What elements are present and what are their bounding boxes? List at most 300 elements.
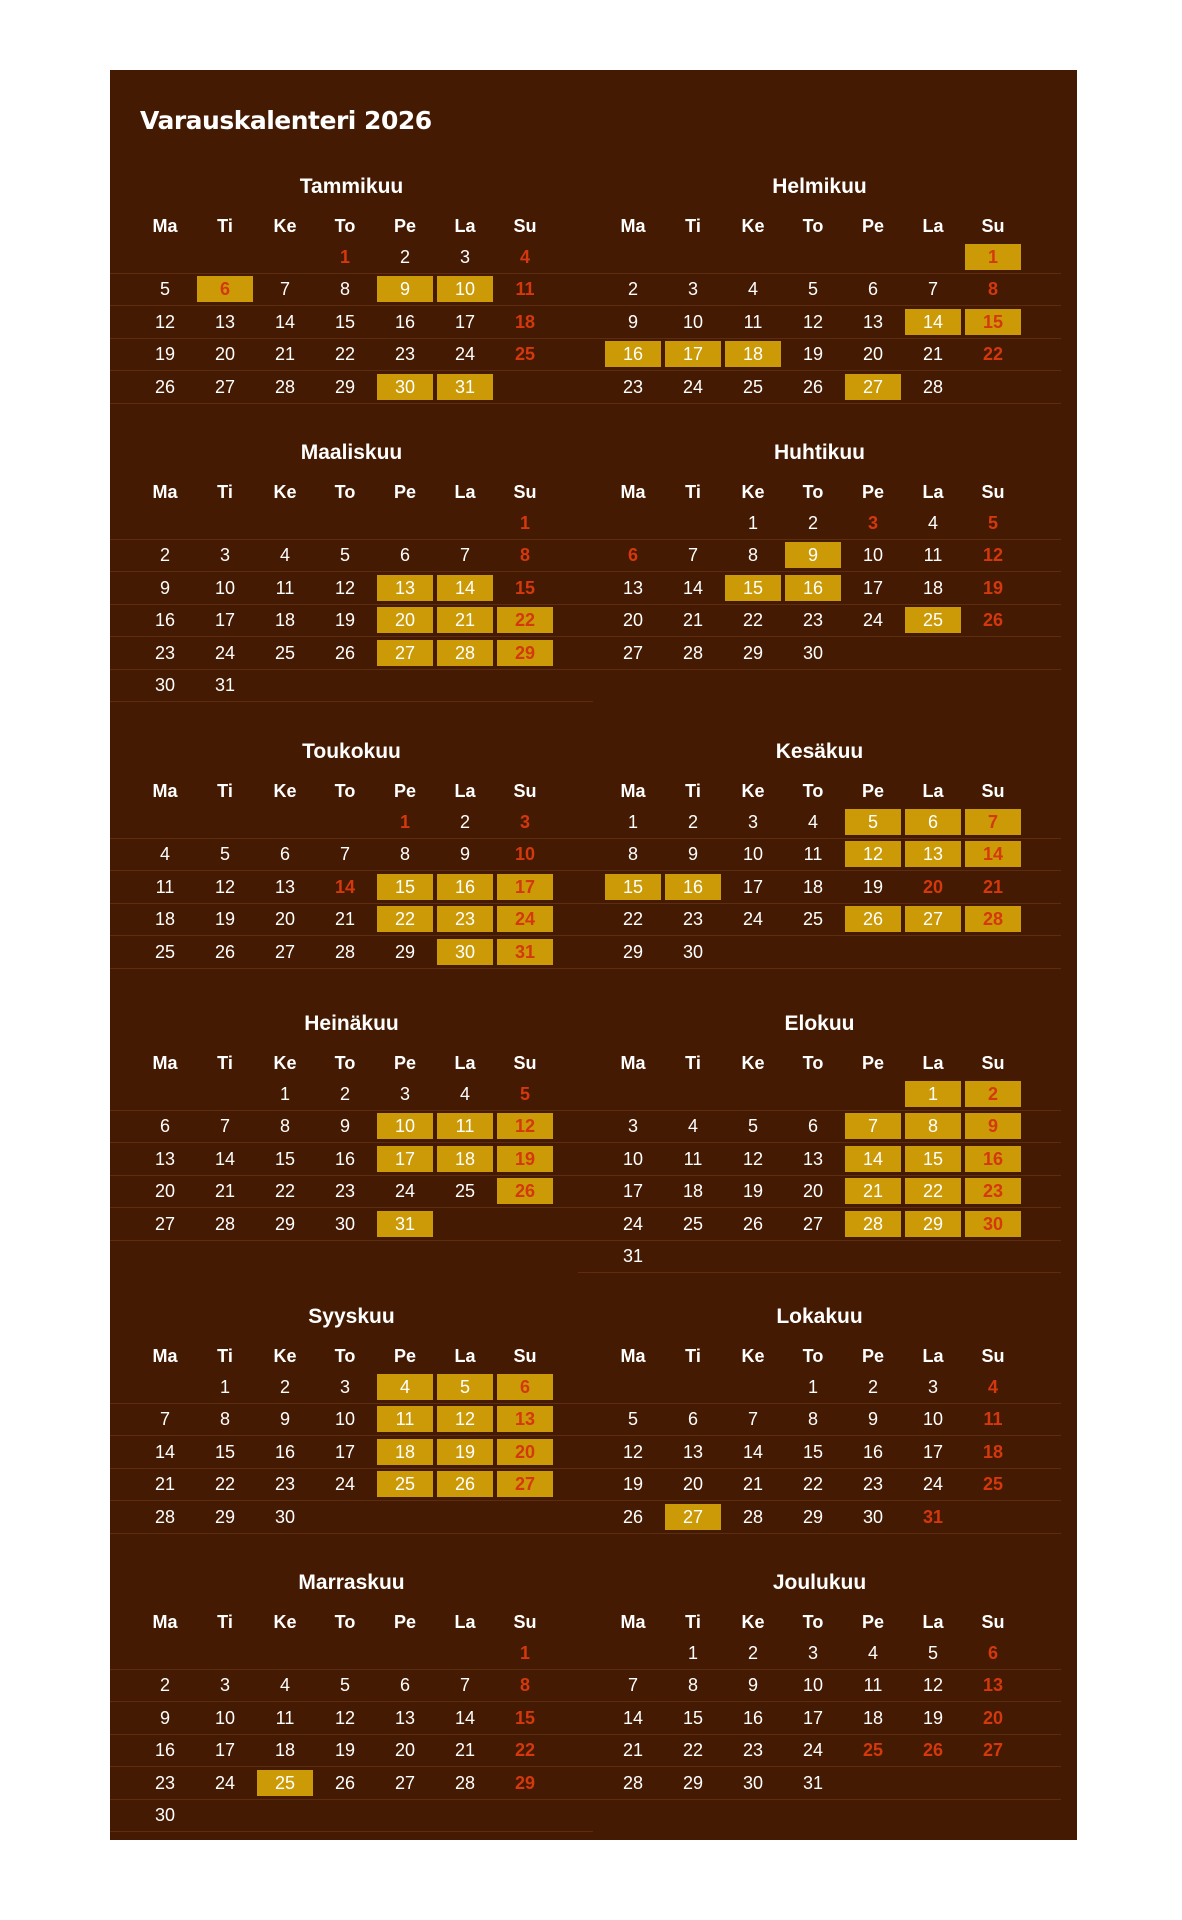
day-cell[interactable]: 19 — [742, 1181, 764, 1202]
day-cell[interactable]: 21 — [454, 1740, 476, 1761]
day-cell[interactable]: 22 — [514, 1740, 536, 1761]
day-cell[interactable]: 25 — [154, 941, 176, 962]
day-cell[interactable]: 1 — [687, 1643, 698, 1663]
day-cell[interactable]: 1 — [519, 513, 530, 533]
day-cell[interactable]: 10 — [514, 844, 536, 865]
day-cell[interactable]: 12 — [154, 311, 176, 332]
day-cell[interactable]: 27 — [214, 376, 236, 397]
day-cell[interactable]: 16 — [742, 1707, 764, 1728]
day-cell[interactable]: 7 — [459, 545, 470, 566]
booked-day-cell[interactable]: 31 — [497, 939, 553, 965]
booked-day-cell[interactable]: 27 — [377, 640, 433, 666]
day-cell[interactable]: 21 — [742, 1474, 764, 1495]
day-cell[interactable]: 25 — [274, 642, 296, 663]
booked-day-cell[interactable]: 14 — [845, 1146, 901, 1172]
day-cell[interactable]: 19 — [334, 1740, 356, 1761]
booked-day-cell[interactable]: 1 — [965, 244, 1021, 270]
day-cell[interactable]: 31 — [922, 1506, 944, 1527]
day-cell[interactable]: 30 — [742, 1772, 764, 1793]
day-cell[interactable]: 26 — [742, 1213, 764, 1234]
day-cell[interactable]: 20 — [214, 344, 236, 365]
day-cell[interactable]: 10 — [214, 1707, 236, 1728]
day-cell[interactable]: 2 — [747, 1643, 758, 1663]
day-cell[interactable]: 28 — [214, 1213, 236, 1234]
day-cell[interactable]: 31 — [622, 1246, 644, 1266]
booked-day-cell[interactable]: 26 — [437, 1471, 493, 1497]
day-cell[interactable]: 15 — [514, 577, 536, 598]
day-cell[interactable]: 31 — [802, 1772, 824, 1793]
day-cell[interactable]: 9 — [747, 1675, 758, 1696]
day-cell[interactable]: 24 — [394, 1181, 416, 1202]
booked-day-cell[interactable]: 31 — [377, 1211, 433, 1237]
booked-day-cell[interactable]: 18 — [437, 1146, 493, 1172]
day-cell[interactable]: 24 — [622, 1213, 644, 1234]
day-cell[interactable]: 30 — [154, 675, 176, 695]
day-cell[interactable]: 7 — [747, 1409, 758, 1430]
day-cell[interactable]: 4 — [807, 812, 818, 832]
day-cell[interactable]: 2 — [687, 812, 698, 832]
day-cell[interactable]: 12 — [802, 311, 824, 332]
booked-day-cell[interactable]: 12 — [845, 841, 901, 867]
day-cell[interactable]: 22 — [622, 909, 644, 930]
day-cell[interactable]: 28 — [454, 1772, 476, 1793]
day-cell[interactable]: 12 — [334, 577, 356, 598]
day-cell[interactable]: 8 — [279, 1116, 290, 1137]
day-cell[interactable]: 5 — [519, 1084, 530, 1104]
day-cell[interactable]: 7 — [339, 844, 350, 865]
day-cell[interactable]: 22 — [742, 610, 764, 631]
day-cell[interactable]: 24 — [214, 1772, 236, 1793]
booked-day-cell[interactable]: 5 — [437, 1374, 493, 1400]
day-cell[interactable]: 10 — [862, 545, 884, 566]
day-cell[interactable]: 2 — [627, 279, 638, 300]
day-cell[interactable]: 23 — [274, 1474, 296, 1495]
day-cell[interactable]: 9 — [459, 844, 470, 865]
day-cell[interactable]: 18 — [982, 1441, 1004, 1462]
day-cell[interactable]: 8 — [627, 844, 638, 865]
day-cell[interactable]: 23 — [802, 610, 824, 631]
day-cell[interactable]: 7 — [927, 279, 938, 300]
day-cell[interactable]: 26 — [622, 1506, 644, 1527]
day-cell[interactable]: 11 — [803, 844, 823, 865]
day-cell[interactable]: 9 — [339, 1116, 350, 1137]
day-cell[interactable]: 26 — [154, 376, 176, 397]
booked-day-cell[interactable]: 22 — [905, 1178, 961, 1204]
day-cell[interactable]: 15 — [274, 1148, 296, 1169]
day-cell[interactable]: 8 — [807, 1409, 818, 1430]
day-cell[interactable]: 23 — [862, 1474, 884, 1495]
day-cell[interactable]: 29 — [274, 1213, 296, 1234]
booked-day-cell[interactable]: 4 — [377, 1374, 433, 1400]
day-cell[interactable]: 1 — [279, 1084, 290, 1104]
day-cell[interactable]: 27 — [622, 642, 644, 663]
day-cell[interactable]: 3 — [867, 513, 878, 533]
day-cell[interactable]: 28 — [622, 1772, 644, 1793]
booked-day-cell[interactable]: 6 — [905, 809, 961, 835]
day-cell[interactable]: 8 — [519, 1675, 530, 1696]
day-cell[interactable]: 10 — [334, 1409, 356, 1430]
day-cell[interactable]: 20 — [922, 876, 944, 897]
booked-day-cell[interactable]: 27 — [665, 1504, 721, 1530]
day-cell[interactable]: 5 — [339, 1675, 350, 1696]
day-cell[interactable]: 1 — [339, 247, 350, 267]
day-cell[interactable]: 25 — [454, 1181, 476, 1202]
day-cell[interactable]: 13 — [802, 1148, 824, 1169]
day-cell[interactable]: 13 — [982, 1675, 1004, 1696]
day-cell[interactable]: 10 — [802, 1675, 824, 1696]
booked-day-cell[interactable]: 21 — [845, 1178, 901, 1204]
day-cell[interactable]: 12 — [214, 876, 236, 897]
day-cell[interactable]: 1 — [627, 812, 638, 832]
day-cell[interactable]: 1 — [519, 1643, 530, 1663]
day-cell[interactable]: 23 — [394, 344, 416, 365]
day-cell[interactable]: 20 — [862, 344, 884, 365]
booked-day-cell[interactable]: 12 — [437, 1406, 493, 1432]
day-cell[interactable]: 5 — [339, 545, 350, 566]
day-cell[interactable]: 29 — [514, 1772, 536, 1793]
day-cell[interactable]: 25 — [682, 1213, 704, 1234]
day-cell[interactable]: 3 — [219, 545, 230, 566]
day-cell[interactable]: 14 — [334, 876, 356, 897]
day-cell[interactable]: 22 — [214, 1474, 236, 1495]
day-cell[interactable]: 28 — [274, 376, 296, 397]
day-cell[interactable]: 18 — [922, 577, 944, 598]
day-cell[interactable]: 15 — [214, 1441, 236, 1462]
booked-day-cell[interactable]: 17 — [665, 341, 721, 367]
day-cell[interactable]: 25 — [742, 376, 764, 397]
day-cell[interactable]: 9 — [279, 1409, 290, 1430]
day-cell[interactable]: 6 — [399, 545, 410, 566]
day-cell[interactable]: 29 — [334, 376, 356, 397]
day-cell[interactable]: 7 — [459, 1675, 470, 1696]
booked-day-cell[interactable]: 22 — [377, 906, 433, 932]
day-cell[interactable]: 18 — [154, 909, 176, 930]
day-cell[interactable]: 8 — [747, 545, 758, 566]
day-cell[interactable]: 3 — [219, 1675, 230, 1696]
day-cell[interactable]: 29 — [742, 642, 764, 663]
day-cell[interactable]: 19 — [802, 344, 824, 365]
booked-day-cell[interactable]: 14 — [965, 841, 1021, 867]
day-cell[interactable]: 2 — [399, 247, 410, 267]
day-cell[interactable]: 4 — [867, 1643, 878, 1663]
booked-day-cell[interactable]: 26 — [497, 1178, 553, 1204]
day-cell[interactable]: 18 — [514, 311, 536, 332]
day-cell[interactable]: 28 — [742, 1506, 764, 1527]
day-cell[interactable]: 14 — [214, 1148, 236, 1169]
day-cell[interactable]: 7 — [687, 545, 698, 566]
booked-day-cell[interactable]: 19 — [437, 1439, 493, 1465]
day-cell[interactable]: 28 — [922, 376, 944, 397]
day-cell[interactable]: 5 — [627, 1409, 638, 1430]
day-cell[interactable]: 21 — [682, 610, 704, 631]
day-cell[interactable]: 17 — [622, 1181, 644, 1202]
day-cell[interactable]: 7 — [279, 279, 290, 300]
day-cell[interactable]: 23 — [334, 1181, 356, 1202]
booked-day-cell[interactable]: 27 — [497, 1471, 553, 1497]
day-cell[interactable]: 2 — [279, 1377, 290, 1397]
day-cell[interactable]: 25 — [514, 344, 536, 365]
day-cell[interactable]: 5 — [159, 279, 170, 300]
booked-day-cell[interactable]: 13 — [905, 841, 961, 867]
day-cell[interactable]: 25 — [982, 1474, 1004, 1495]
booked-day-cell[interactable]: 29 — [905, 1211, 961, 1237]
day-cell[interactable]: 29 — [802, 1506, 824, 1527]
day-cell[interactable]: 30 — [154, 1805, 176, 1825]
day-cell[interactable]: 11 — [275, 577, 295, 598]
day-cell[interactable]: 21 — [334, 909, 356, 930]
day-cell[interactable]: 26 — [922, 1740, 944, 1761]
day-cell[interactable]: 21 — [214, 1181, 236, 1202]
booked-day-cell[interactable]: 8 — [905, 1113, 961, 1139]
day-cell[interactable]: 5 — [987, 513, 998, 533]
day-cell[interactable]: 13 — [862, 311, 884, 332]
booked-day-cell[interactable]: 16 — [437, 874, 493, 900]
booked-day-cell[interactable]: 24 — [497, 906, 553, 932]
booked-day-cell[interactable]: 30 — [437, 939, 493, 965]
booked-day-cell[interactable]: 11 — [437, 1113, 493, 1139]
day-cell[interactable]: 25 — [802, 909, 824, 930]
booked-day-cell[interactable]: 10 — [377, 1113, 433, 1139]
day-cell[interactable]: 4 — [279, 1675, 290, 1696]
day-cell[interactable]: 17 — [802, 1707, 824, 1728]
booked-day-cell[interactable]: 14 — [905, 309, 961, 335]
booked-day-cell[interactable]: 20 — [377, 607, 433, 633]
day-cell[interactable]: 18 — [682, 1181, 704, 1202]
day-cell[interactable]: 5 — [747, 1116, 758, 1137]
day-cell[interactable]: 24 — [214, 642, 236, 663]
booked-day-cell[interactable]: 23 — [965, 1178, 1021, 1204]
day-cell[interactable]: 7 — [219, 1116, 230, 1137]
day-cell[interactable]: 2 — [159, 1675, 170, 1696]
day-cell[interactable]: 24 — [682, 376, 704, 397]
booked-day-cell[interactable]: 15 — [965, 309, 1021, 335]
day-cell[interactable]: 3 — [687, 279, 698, 300]
day-cell[interactable]: 24 — [922, 1474, 944, 1495]
day-cell[interactable]: 30 — [802, 642, 824, 663]
booked-day-cell[interactable]: 15 — [725, 575, 781, 601]
day-cell[interactable]: 3 — [519, 812, 530, 832]
day-cell[interactable]: 11 — [683, 1148, 703, 1169]
day-cell[interactable]: 4 — [987, 1377, 998, 1397]
day-cell[interactable]: 6 — [987, 1643, 998, 1663]
day-cell[interactable]: 22 — [982, 344, 1004, 365]
day-cell[interactable]: 21 — [922, 344, 944, 365]
booked-day-cell[interactable]: 11 — [377, 1406, 433, 1432]
day-cell[interactable]: 27 — [394, 1772, 416, 1793]
day-cell[interactable]: 12 — [622, 1441, 644, 1462]
day-cell[interactable]: 3 — [627, 1116, 638, 1137]
booked-day-cell[interactable]: 15 — [605, 874, 661, 900]
booked-day-cell[interactable]: 19 — [497, 1146, 553, 1172]
booked-day-cell[interactable]: 10 — [437, 276, 493, 302]
day-cell[interactable]: 4 — [927, 513, 938, 533]
day-cell[interactable]: 15 — [334, 311, 356, 332]
day-cell[interactable]: 23 — [154, 642, 176, 663]
day-cell[interactable]: 10 — [682, 311, 704, 332]
booked-day-cell[interactable]: 16 — [605, 341, 661, 367]
booked-day-cell[interactable]: 29 — [497, 640, 553, 666]
day-cell[interactable]: 29 — [682, 1772, 704, 1793]
day-cell[interactable]: 24 — [742, 909, 764, 930]
day-cell[interactable]: 15 — [682, 1707, 704, 1728]
day-cell[interactable]: 13 — [154, 1148, 176, 1169]
day-cell[interactable]: 10 — [922, 1409, 944, 1430]
day-cell[interactable]: 1 — [219, 1377, 230, 1397]
day-cell[interactable]: 22 — [274, 1181, 296, 1202]
day-cell[interactable]: 3 — [747, 812, 758, 832]
day-cell[interactable]: 18 — [862, 1707, 884, 1728]
day-cell[interactable]: 28 — [682, 642, 704, 663]
day-cell[interactable]: 23 — [622, 376, 644, 397]
day-cell[interactable]: 8 — [219, 1409, 230, 1430]
day-cell[interactable]: 8 — [339, 279, 350, 300]
booked-day-cell[interactable]: 25 — [257, 1770, 313, 1796]
booked-day-cell[interactable]: 27 — [845, 374, 901, 400]
day-cell[interactable]: 15 — [802, 1441, 824, 1462]
booked-day-cell[interactable]: 28 — [965, 906, 1021, 932]
day-cell[interactable]: 20 — [154, 1181, 176, 1202]
day-cell[interactable]: 31 — [214, 675, 236, 695]
day-cell[interactable]: 18 — [274, 610, 296, 631]
booked-day-cell[interactable]: 27 — [905, 906, 961, 932]
day-cell[interactable]: 3 — [927, 1377, 938, 1397]
booked-day-cell[interactable]: 7 — [845, 1113, 901, 1139]
day-cell[interactable]: 6 — [867, 279, 878, 300]
day-cell[interactable]: 5 — [219, 844, 230, 865]
day-cell[interactable]: 11 — [923, 545, 943, 566]
day-cell[interactable]: 25 — [862, 1740, 884, 1761]
day-cell[interactable]: 21 — [982, 876, 1004, 897]
booked-day-cell[interactable]: 15 — [905, 1146, 961, 1172]
day-cell[interactable]: 3 — [807, 1643, 818, 1663]
day-cell[interactable]: 23 — [742, 1740, 764, 1761]
day-cell[interactable]: 2 — [459, 812, 470, 832]
day-cell[interactable]: 30 — [682, 941, 704, 962]
day-cell[interactable]: 8 — [987, 279, 998, 300]
day-cell[interactable]: 7 — [159, 1409, 170, 1430]
day-cell[interactable]: 29 — [214, 1506, 236, 1527]
day-cell[interactable]: 11 — [515, 279, 535, 300]
day-cell[interactable]: 27 — [154, 1213, 176, 1234]
booked-day-cell[interactable]: 25 — [905, 607, 961, 633]
day-cell[interactable]: 27 — [802, 1213, 824, 1234]
day-cell[interactable]: 9 — [687, 844, 698, 865]
day-cell[interactable]: 2 — [339, 1084, 350, 1104]
day-cell[interactable]: 8 — [399, 844, 410, 865]
day-cell[interactable]: 13 — [622, 577, 644, 598]
booked-day-cell[interactable]: 23 — [437, 906, 493, 932]
day-cell[interactable]: 9 — [159, 577, 170, 598]
day-cell[interactable]: 21 — [274, 344, 296, 365]
day-cell[interactable]: 6 — [687, 1409, 698, 1430]
booked-day-cell[interactable]: 13 — [497, 1406, 553, 1432]
day-cell[interactable]: 2 — [867, 1377, 878, 1397]
day-cell[interactable]: 8 — [687, 1675, 698, 1696]
day-cell[interactable]: 12 — [334, 1707, 356, 1728]
day-cell[interactable]: 26 — [214, 941, 236, 962]
day-cell[interactable]: 4 — [747, 279, 758, 300]
day-cell[interactable]: 28 — [154, 1506, 176, 1527]
booked-day-cell[interactable]: 6 — [497, 1374, 553, 1400]
booked-day-cell[interactable]: 31 — [437, 374, 493, 400]
day-cell[interactable]: 6 — [627, 545, 638, 566]
day-cell[interactable]: 6 — [279, 844, 290, 865]
day-cell[interactable]: 11 — [275, 1707, 295, 1728]
day-cell[interactable]: 14 — [682, 577, 704, 598]
day-cell[interactable]: 26 — [802, 376, 824, 397]
day-cell[interactable]: 16 — [154, 1740, 176, 1761]
day-cell[interactable]: 14 — [274, 311, 296, 332]
day-cell[interactable]: 17 — [862, 577, 884, 598]
day-cell[interactable]: 2 — [159, 545, 170, 566]
day-cell[interactable]: 19 — [922, 1707, 944, 1728]
day-cell[interactable]: 26 — [334, 642, 356, 663]
day-cell[interactable]: 3 — [399, 1084, 410, 1104]
day-cell[interactable]: 4 — [159, 844, 170, 865]
day-cell[interactable]: 13 — [682, 1441, 704, 1462]
day-cell[interactable]: 27 — [274, 941, 296, 962]
day-cell[interactable]: 16 — [334, 1148, 356, 1169]
day-cell[interactable]: 11 — [983, 1409, 1003, 1430]
day-cell[interactable]: 12 — [982, 545, 1004, 566]
day-cell[interactable]: 13 — [394, 1707, 416, 1728]
day-cell[interactable]: 30 — [334, 1213, 356, 1234]
booked-day-cell[interactable]: 18 — [725, 341, 781, 367]
day-cell[interactable]: 6 — [807, 1116, 818, 1137]
day-cell[interactable]: 4 — [459, 1084, 470, 1104]
booked-day-cell[interactable]: 6 — [197, 276, 253, 302]
day-cell[interactable]: 19 — [214, 909, 236, 930]
day-cell[interactable]: 7 — [627, 1675, 638, 1696]
day-cell[interactable]: 10 — [214, 577, 236, 598]
booked-day-cell[interactable]: 30 — [965, 1211, 1021, 1237]
day-cell[interactable]: 19 — [982, 577, 1004, 598]
day-cell[interactable]: 19 — [334, 610, 356, 631]
booked-day-cell[interactable]: 9 — [965, 1113, 1021, 1139]
day-cell[interactable]: 24 — [862, 610, 884, 631]
day-cell[interactable]: 20 — [622, 610, 644, 631]
day-cell[interactable]: 12 — [922, 1675, 944, 1696]
day-cell[interactable]: 3 — [459, 247, 470, 267]
booked-day-cell[interactable]: 16 — [965, 1146, 1021, 1172]
day-cell[interactable]: 16 — [274, 1441, 296, 1462]
day-cell[interactable]: 1 — [807, 1377, 818, 1397]
day-cell[interactable]: 20 — [394, 1740, 416, 1761]
booked-day-cell[interactable]: 16 — [785, 575, 841, 601]
day-cell[interactable]: 17 — [742, 876, 764, 897]
day-cell[interactable]: 13 — [214, 311, 236, 332]
day-cell[interactable]: 29 — [394, 941, 416, 962]
day-cell[interactable]: 17 — [454, 311, 476, 332]
booked-day-cell[interactable]: 5 — [845, 809, 901, 835]
day-cell[interactable]: 21 — [154, 1474, 176, 1495]
day-cell[interactable]: 6 — [159, 1116, 170, 1137]
booked-day-cell[interactable]: 2 — [965, 1081, 1021, 1107]
day-cell[interactable]: 14 — [622, 1707, 644, 1728]
day-cell[interactable]: 20 — [682, 1474, 704, 1495]
day-cell[interactable]: 1 — [747, 513, 758, 533]
day-cell[interactable]: 2 — [807, 513, 818, 533]
day-cell[interactable]: 17 — [334, 1441, 356, 1462]
booked-day-cell[interactable]: 22 — [497, 607, 553, 633]
day-cell[interactable]: 22 — [334, 344, 356, 365]
day-cell[interactable]: 28 — [334, 941, 356, 962]
day-cell[interactable]: 18 — [274, 1740, 296, 1761]
day-cell[interactable]: 5 — [807, 279, 818, 300]
day-cell[interactable]: 11 — [743, 311, 763, 332]
booked-day-cell[interactable]: 9 — [785, 542, 841, 568]
booked-day-cell[interactable]: 17 — [497, 874, 553, 900]
